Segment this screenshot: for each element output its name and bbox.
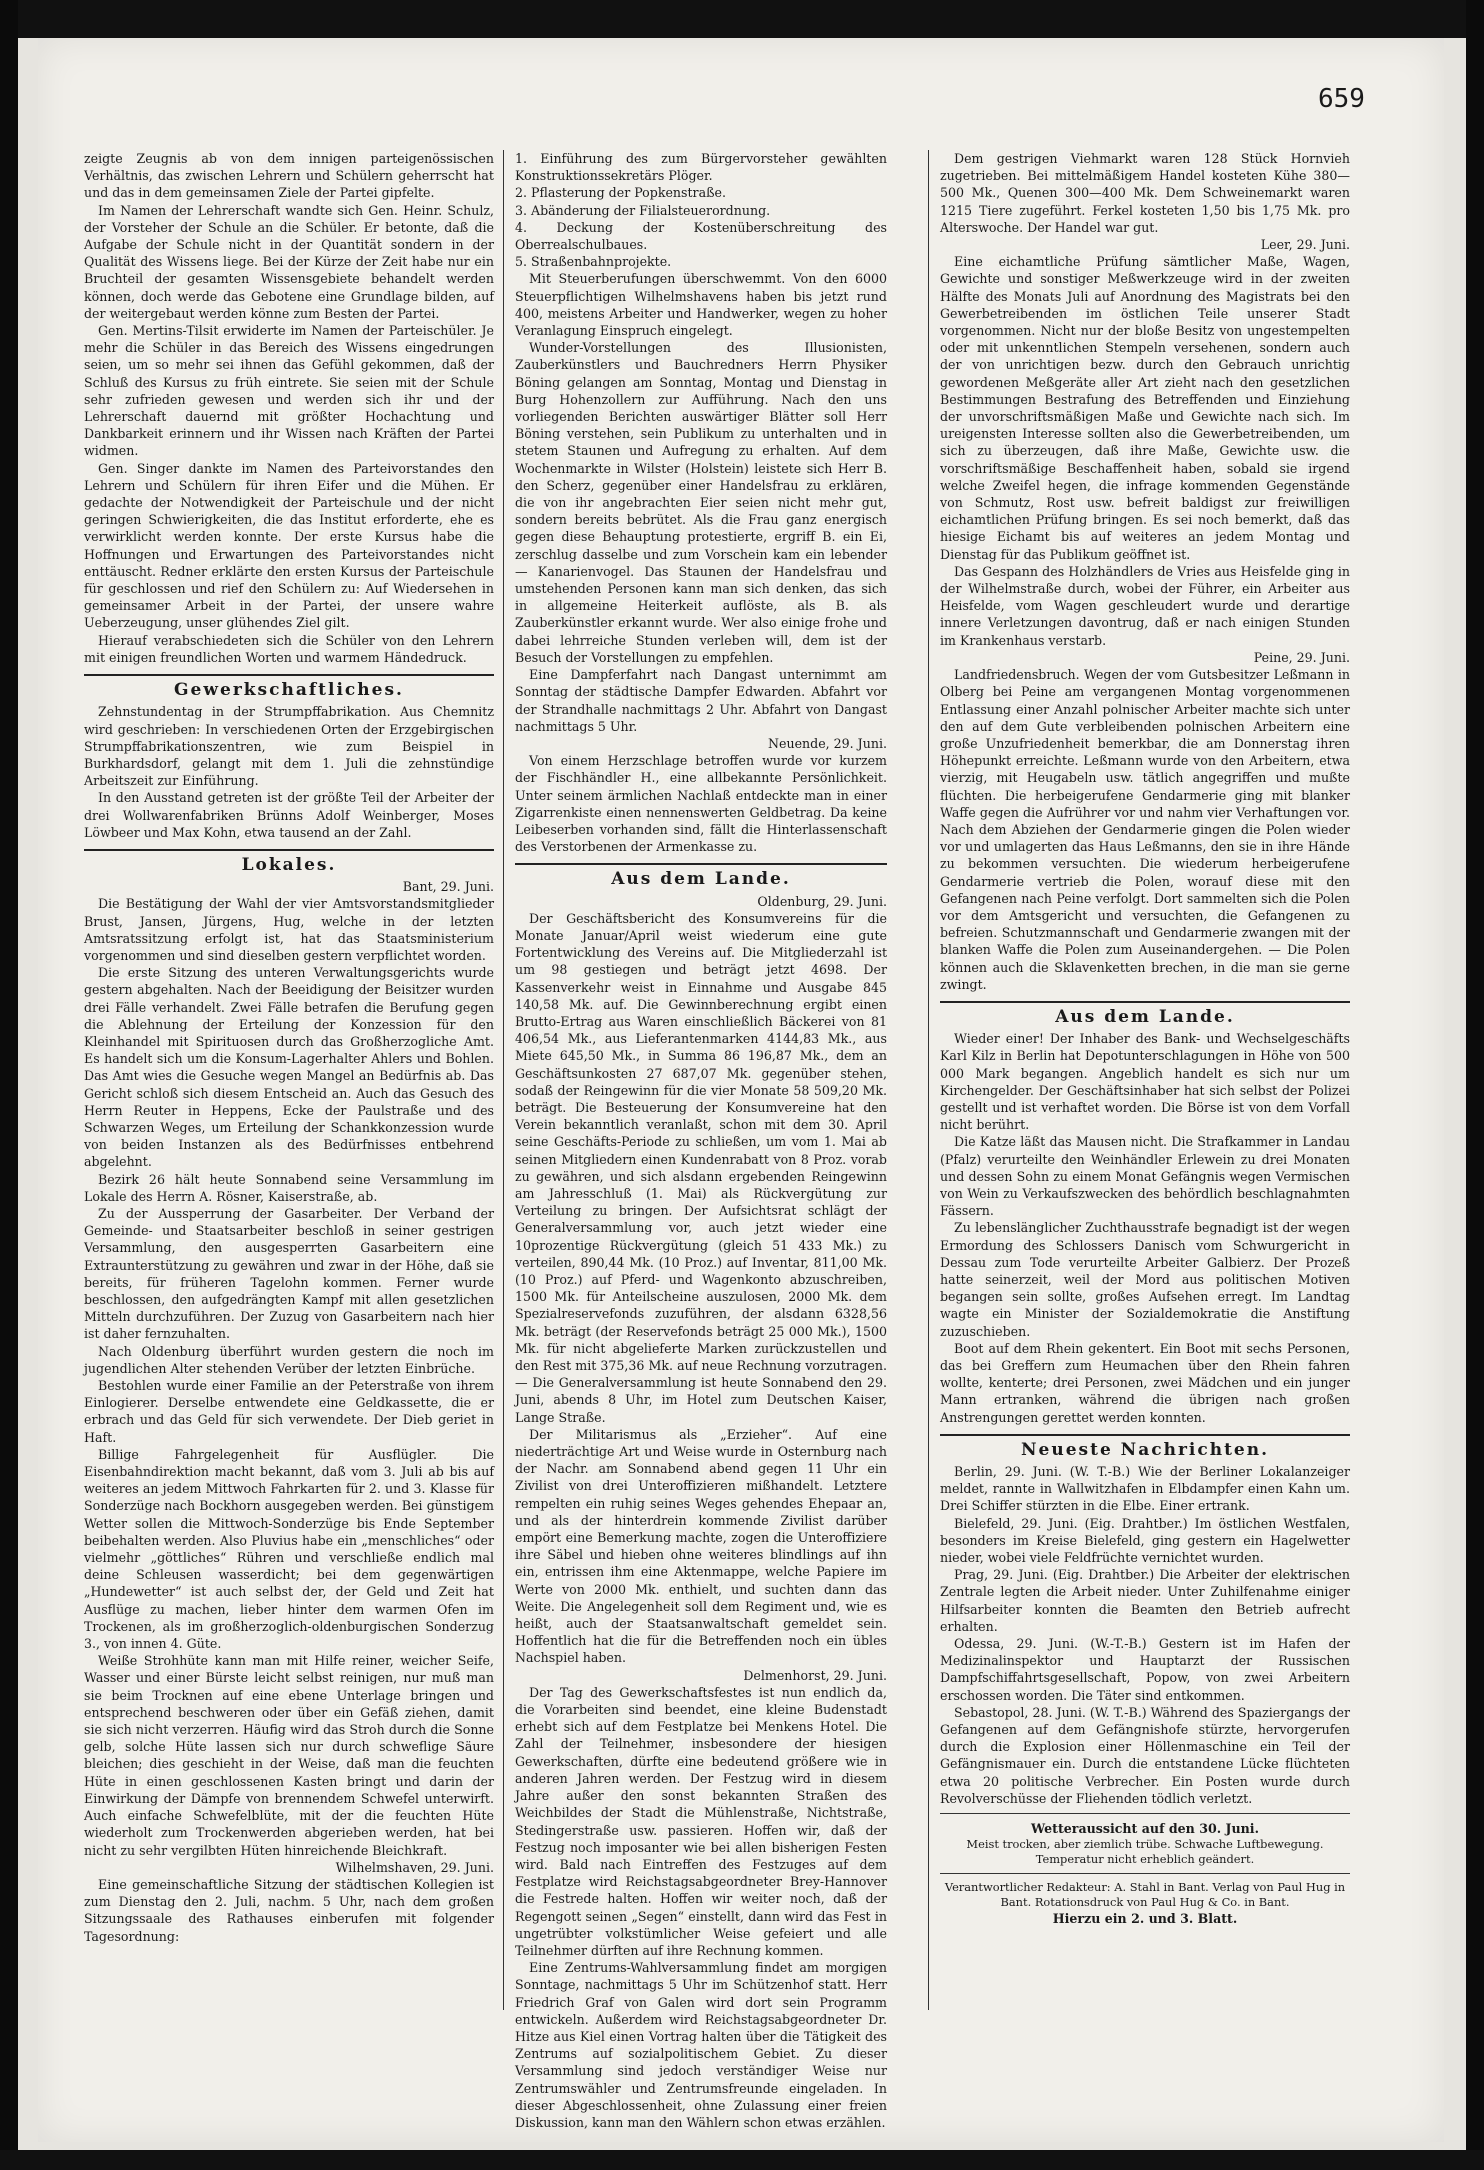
paragraph: Wieder einer! Der Inhaber des Bank- und Wechselgeschäfts Karl Kilz in Berlin hat Depotunterschlagungen in Höhe von 500 000 Mark begangen. Angeblich handelt es sich nur um Kirchengelder. Der Geschäftsinhaber hat sich selbst der Polizei gestellt und ist verhaftet worden. Die Börse ist von dem Vorfall nicht berührt. — [940, 1031, 1350, 1133]
paragraph: Die Katze läßt das Mausen nicht. Die Strafkammer in Landau (Pfalz) verurteilte den Weinhändler Erlewein zu drei Monaten und dessen Sohn zu einem Monat Gefängnis wegen Vermischen von Wein zu Verkaufszwecken des behördlich beschlagnahmten Fässern. — [940, 1134, 1350, 1219]
column-divider-1 — [503, 150, 504, 2010]
paragraph: In den Ausstand getreten ist der größte Teil der Arbeiter der drei Wollwarenfabriken Brünns Adolf Weinberger, Moses Löwbeer und Max Kohn, etwa tausend an der Zahl. — [84, 790, 494, 840]
column-1 — [84, 150, 494, 1945]
paragraph: Hierauf verabschiedeten sich die Schüler von den Lehrern mit einigen freundlichen Worten und warmem Händedruck. — [84, 632, 494, 665]
agenda-item: 5. Straßenbahnprojekte. — [515, 254, 672, 270]
supplement-note: Hierzu ein 2. und 3. Blatt. — [1052, 1911, 1238, 1927]
dateline: Peine, 29. Juni. — [1253, 649, 1350, 665]
paragraph: Eine eichamtliche Prüfung sämtlicher Maße, Wagen, Gewichte und sonstiger Meßwerkzeuge wird in der zweiten Hälfte des Monats Juli auf Anordnung des Magistrats bei den Gewerbetreibenden im östlichen Teile unserer Stadt vorgenommen. Nicht nur der bloße Besitz von ungestempelten oder mit unkenntlichen Stempeln versehenen, sondern auch der von unrichtigen bezw. durch den Gebrauch unrichtig gewordenen Meßgeräte aller Art zieht nach den gesetzlichen Bestimmungen Bestrafung des Betreffenden und Einziehung der unvorschriftsmäßigen Maße und Gewichte nach sich. Im ureigensten Interesse sollten also die Gewerbetreibenden, um sich zu überzeugen, daß ihre Maße, Gewichte usw. die vorschriftsmäßige Beschaffenheit haben, sobald sie irgend welche Zweifel hegen, die infrage kommenden Gegenstände von Schmutz, Rost usw. befreit baldigst zur freiwilligen eichamtlichen Prüfung bringen. Es sei noch bemerkt, daß das hiesige Eichamt bis auf weiteres an jedem Montag und Dienstag für das Publikum geöffnet ist. — [940, 254, 1350, 562]
imprint: Verantwortlicher Redakteur: A. Stahl in Bant. Verlag von Paul Hug in Bant. Rotationsdruck von Paul Hug & Co. in Bant. — [944, 1880, 1346, 1910]
section-heading: Aus dem Lande. — [515, 863, 887, 888]
paragraph: Von einem Herzschlage betroffen wurde vor kurzem der Fischhändler H., eine allbekannte Persönlichkeit. Unter seinem ärmlichen Nachlaß entdeckte man in einer Zigarrenkiste einen nennenswerten Geldbetrag. Da keine Leibeserben vorhanden sind, fällt die Hinterlassenschaft des Verstorbenen der Armenkasse zu. — [515, 753, 887, 855]
paragraph: Der Militarismus als „Erzieher“. Auf eine niederträchtige Art und Weise wurde in Osternburg nach der Nachr. am Sonnabend abend gegen 11 Uhr ein Zivilist von drei Unteroffizieren mißhandelt. Letztere rempelten ein ruhig seines Weges gehendes Ehepaar an, und als der hinterdrein kommende Zivilist darüber empört eine Bemerkung machte, zogen die Unteroffiziere ihre Säbel und hieben ohne weiteres blindlings auf ihn ein, entrissen ihm eine Aktenmappe, welche Papiere im Werte von 2000 Mk. enthielt, und suchten dann das Weite. Die Angelegenheit soll dem Regiment und, wie es heißt, auch der Staatsanwaltschaft gemeldet sein. Hoffentlich hat die für die Betreffenden noch ein übles Nachspiel haben. — [515, 1426, 887, 1666]
paragraph: Billige Fahrgelegenheit für Ausflügler. Die Eisenbahndirektion macht bekannt, daß vom 3. Juli ab bis auf weiteres an jedem Mittwoch Fahrkarten für 2. und 3. Klasse für Sonderzüge nach Bockhorn ausgegeben werden. Bei günstigem Wetter sollen die Mittwoch-Sonderzüge bis Ende September beibehalten werden. Also Pluvius habe ein „menschliches“ oder vielmehr „göttliches“ Rühren und verschließe endlich mal deine Schleusen wasserdicht; bei dem gegenwärtigen „Hundewetter“ ist auch selbst der, der Geld und Zeit hat Ausflüge zu machen, lieber hinter dem warmen Ofen im Trockenen, als im großherzoglich-oldenburgischen Sonderzug 3., von innen 4. Güte. — [84, 1446, 494, 1652]
paragraph: Odessa, 29. Juni. (W.-T.-B.) Gestern ist im Hafen der Medizinalinspektor und Hauptarzt der Russischen Dampfschiffahrtsgesellschaft, Popow, von zwei Arbeitern erschossen worden. Die Täter sind entkommen. — [940, 1636, 1350, 1703]
paragraph: Nach Oldenburg überführt wurden gestern die noch im jugendlichen Alter stehenden Verüber der letzten Einbrüche. — [84, 1343, 494, 1376]
dateline: Neuende, 29. Juni. — [767, 735, 887, 751]
dateline: Oldenburg, 29. Juni. — [757, 893, 887, 909]
paragraph: Das Gespann des Holzhändlers de Vries aus Heisfelde ging in der Wilhelmstraße durch, wobei der Führer, ein Arbeiter aus Heisfelde, vom Wagen geschleudert wurde und derartige innere Verletzungen davontrug, daß er nach einigen Stunden im Krankenhaus verstarb. — [940, 563, 1350, 648]
page-number: 659 — [1318, 84, 1365, 114]
paragraph: Wunder-Vorstellungen des Illusionisten, Zauberkünstlers und Bauchredners Herrn Physiker Böning gelangen am Sonntag, Montag und Dienstag in Burg Hohenzollern zur Aufführung. Nach den uns vorliegenden Berichten auswärtiger Blätter soll Herr Böning verstehen, sein Publikum zu unterhalten und in stetem Staunen und Aufregung zu erhalten. Auf dem Wochenmarkte in Wilster (Holstein) leistete sich Herr B. den Scherz, gegenüber einer Handelsfrau zu erklären, die von ihr angebrachten Eier seien nicht mehr gut, sondern bereits bebrütet. Als die Frau ganz energisch gegen diese Behauptung protestierte, ergriff B. ein Ei, zerschlug dasselbe und zum Vorschein kam ein lebender — Kanarienvogel. Das Staunen der Handelsfrau und umstehenden Personen kann man sich denken, das sich in allgemeine Heiterkeit auflöste, als B. als Zauberkünstler erkannt wurde. Wer also einige frohe und dabei lehrreiche Stunden verleben will, dem ist der Besuch der Vorstellungen zu empfehlen. — [515, 340, 887, 665]
section-heading: Lokales. — [84, 849, 494, 874]
divider — [940, 1873, 1350, 1874]
weather-heading: Wetteraussicht auf den 30. Juni. — [1031, 1821, 1259, 1837]
paragraph: Prag, 29. Juni. (Eig. Drahtber.) Die Arbeiter der elektrischen Zentrale legten die Arbeit nieder. Unter Zuhilfenahme einiger Hilfsarbeiter konnten die Beamten den Betrieb aufrecht erhalten. — [940, 1567, 1350, 1634]
paragraph: Boot auf dem Rhein gekentert. Ein Boot mit sechs Personen, das bei Greffern zum Heumachen über den Rhein fahren wollte, kenterte; drei Personen, zwei Mädchen und ein junger Mann ertranken, während die übrigen nach großen Anstrengungen gerettet werden konnten. — [940, 1340, 1350, 1425]
paragraph: Die Bestätigung der Wahl der vier Amtsvorstandsmitglieder Brust, Jansen, Jürgens, Hug, welche in der letzten Amtsratssitzung erfolgt ist, hat das Staatsministerium vorgenommen und sind dieselben gestern verpflichtet worden. — [84, 896, 494, 963]
paragraph: Eine Dampferfahrt nach Dangast unternimmt am Sonntag der städtische Dampfer Edwarden. Abfahrt vor der Strandhalle nachmittags 2 Uhr. Abfahrt von Dangast nachmittags 5 Uhr. — [515, 667, 887, 734]
dateline: Leer, 29. Juni. — [1260, 237, 1350, 253]
scan-border-left — [0, 0, 18, 2170]
scan-border-top — [0, 0, 1484, 38]
scan-border-right — [1466, 0, 1484, 2170]
paragraph: Im Namen der Lehrerschaft wandte sich Gen. Heinr. Schulz, der Vorsteher der Schule an die Schüler. Er betonte, daß die Aufgabe der Schule nicht in der Quantität sondern in der Qualität des Wissens liege. Bei der Kürze der Zeit habe nur ein Bruchteil der gesamten Wissensgebiete behandelt werden können, doch werde das Gebotene eine Grundlage bilden, auf der weitergebaut werden könne zum Besten der Partei. — [84, 202, 494, 321]
agenda-item: 1. Einführung des zum Bürgervorsteher gewählten Konstruktionssekretärs Plöger. — [515, 151, 887, 184]
paragraph: Der Geschäftsbericht des Konsumvereins für die Monate Januar/April weist wiederum eine gute Fortentwicklung des Vereins auf. Die Mitgliederzahl ist um 98 gestiegen und beträgt jetzt 4698. Der Kassenverkehr weist in Einnahme und Ausgabe 845 140,58 Mk. auf. Die Gewinnberechnung ergibt einen Brutto-Ertrag aus Waren einschließlich Bäckerei von 81 406,54 Mk., aus Lieferantenmarken 4144,83 Mk., aus Miete 645,50 Mk., in Summa 86 196,87 Mk., dem an Geschäftsunkosten 27 687,07 Mk. gegenüber stehen, sodaß der Reingewinn für die vier Monate 58 509,20 Mk. beträgt. Die Besteuerung der Konsumvereine hat den Verein bekanntlich veranlaßt, schon mit dem 30. April seine Geschäfts-Periode zu schließen, um vom 1. Mai ab seinen Mitgliedern einen Kundenrabatt von 8 Proz. vorab zu gewähren, und sich alsdann ergebenden Reingewinn am Jahresschluß (1. Mai) als Rückvergütung zur Verteilung zu bringen. Der Aufsichtsrat schlägt der Generalversammlung vor, auch jetzt wieder eine 10prozentige Rückvergütung (gleich 51 433 Mk.) zu verteilen, 890,44 Mk. (10 Proz.) auf Inventar, 811,00 Mk. (10 Proz.) auf Pferd- und Wagenkonto abzuschreiben, 1500 Mk. für Anteilscheine auszulosen, 2000 Mk. dem Spezialreservefonds zuzuführen, der alsdann 6328,56 Mk. beträgt (der Reservefonds beträgt 25 000 Mk.), 1500 Mk. für nicht abgelieferte Marken zurückzustellen und den Rest mit 375,36 Mk. auf neue Rechnung vorzutragen. — Die Generalversammlung ist heute Sonnabend den 29. Juni, abends 8 Uhr, im Hotel zum Deutschen Kaiser, Lange Straße. — [515, 910, 887, 1425]
dateline: Bant, 29. Juni. — [402, 879, 494, 895]
section-heading: Gewerkschaftliches. — [84, 674, 494, 699]
column-2 — [515, 150, 887, 2131]
paragraph: Die erste Sitzung des unteren Verwaltungsgerichts wurde gestern abgehalten. Nach der Beeidigung der Beisitzer wurden drei Fälle verhandelt. Zwei Fälle betrafen die Berufung gegen die Ablehnung der Erteilung der Konzession für den Kleinhandel mit Spirituosen durch das Großherzogliche Amt. Es handelt sich um die Konsum-Lagerhalter Ahlers und Bohlen. Das Amt wies die Gesuche wegen Mangel an Bedürfnis ab. Das Gericht schloß sich diesem Entscheid an. Auch das Gesuch des Herrn Reuter in Heppens, Ecke der Paulstraße und des Schwarzen Weges, um Erteilung der Schankkonzession wurde von beiden Instanzen als des Bedürfnisses entbehrend abgelehnt. — [84, 965, 494, 1170]
paragraph: Gen. Mertins-Tilsit erwiderte im Namen der Parteischüler. Je mehr die Schüler in das Bereich des Wissens eingedrungen seien, um so mehr sei ihnen das Gefühl gekommen, daß der Schluß des Kursus zu früh eintrete. Sie seien mit der Schule sehr zufrieden gewesen und werden sich ihr und der Lehrerschaft dauernd mit größter Hochachtung und Dankbarkeit erinnern und ihr Wissen nach Kräften der Partei widmen. — [84, 323, 494, 459]
weather-forecast: Meist trocken, aber ziemlich trübe. Schwache Luftbewegung. Temperatur nicht erheblich geändert. — [966, 1837, 1324, 1867]
agenda-item: 3. Abänderung der Filialsteuerordnung. — [515, 202, 771, 218]
paragraph: Zu lebenslänglicher Zuchthausstrafe begnadigt ist der wegen Ermordung des Schlossers Danisch vom Schwurgericht in Dessau zum Tode verurteilte Arbeiter Galbierz. Der Prozeß hatte seinerzeit, weil der Mord aus politischen Motiven begangen sein sollte, großes Aufsehen erregt. Im Landtag wagte ein Minister der Sozialdemokratie die Anstiftung zuzuschieben. — [940, 1220, 1350, 1339]
paragraph: Berlin, 29. Juni. (W. T.-B.) Wie der Berliner Lokalanzeiger meldet, rannte in Wallwitzhafen in Elbdampfer einen Kahn um. Drei Schiffer stürzten in die Elbe. Einer ertrank. — [940, 1464, 1350, 1514]
paragraph: zeigte Zeugnis ab von dem innigen parteigenössischen Verhältnis, das zwischen Lehrern und Schülern geherrscht hat und das in dem gemeinsamen Ziele der Partei gipfelte. — [84, 151, 494, 201]
column-divider-2 — [928, 150, 929, 2010]
column-3 — [940, 150, 1350, 1928]
agenda-item: 4. Deckung der Kostenüberschreitung des Oberrealschulbaues. — [515, 219, 887, 253]
paragraph: Bestohlen wurde einer Familie an der Peterstraße von ihrem Einlogierer. Derselbe entwendete eine Geldkassette, die er erbrach und das Geld für sich verwendete. Der Dieb geriet in Haft. — [84, 1378, 494, 1445]
dateline: Wilhelmshaven, 29. Juni. — [335, 1859, 494, 1875]
dateline: Delmenhorst, 29. Juni. — [743, 1667, 887, 1683]
paragraph: Der Tag des Gewerkschaftsfestes ist nun endlich da, die Vorarbeiten sind beendet, eine kleine Budenstadt erhebt sich auf dem Festplatze bei Menkens Hotel. Die Zahl der Teilnehmer, insbesondere der hiesigen Gewerkschaften, dürfte eine bedeutend größere wie in anderen Jahren werden. Der Festzug wird in diesem Jahre außer den sonst bekannten Straßen des Weichbildes der Stadt die Mühlenstraße, Nichtstraße, Stedingerstraße usw. passieren. Hoffen wir, daß der Festzug noch imposanter wie bei allen bisherigen Festen wird. Bald nach Eintreffen des Festzuges auf dem Festplatze wird Reichstagsabgeordneter Brey-Hannover die Festrede halten. Hoffen wir weiter noch, daß der Regengott seinen „Segen“ einstellt, dann wird das Fest in ungetrübter volkstümlicher Weise gefeiert und alle Teilnehmer dürften auf ihre Rechnung kommen. — [515, 1684, 887, 1958]
paragraph: Bezirk 26 hält heute Sonnabend seine Versammlung im Lokale des Herrn A. Rösner, Kaiserstraße, ab. — [84, 1171, 494, 1204]
paragraph: Eine Zentrums-Wahlversammlung findet am morgigen Sonntage, nachmittags 5 Uhr im Schützenhof statt. Herr Friedrich Graf von Galen wird dort sein Programm entwickeln. Außerdem wird Reichstagsabgeordneter Dr. Hitze aus Kiel einen Vortrag halten über die Tätigkeit des Zentrums auf sozialpolitischem Gebiet. Zu dieser Versammlung sind jedoch verständiger Weise nur Zentrumswähler und Zentrumsfreunde eingeladen. In dieser Abgeschlossenheit, ohne Zulassung einer freien Diskussion, kann man den Wählern schon etwas erzählen. — [515, 1960, 887, 2130]
divider — [940, 1813, 1350, 1814]
section-heading: Aus dem Lande. — [940, 1001, 1350, 1026]
paragraph: Eine gemeinschaftliche Sitzung der städtischen Kollegien ist zum Dienstag den 2. Juli, nachm. 5 Uhr, nach dem großen Sitzungssaale des Rathauses einberufen mit folgender Tagesordnung: — [84, 1876, 494, 1944]
section-heading: Neueste Nachrichten. — [940, 1434, 1350, 1459]
paragraph: Dem gestrigen Viehmarkt waren 128 Stück Hornvieh zugetrieben. Bei mittelmäßigem Handel kosteten Kühe 380—500 Mk., Quenen 300—400 Mk. Dem Schweinemarkt waren 1215 Tiere zugeführt. Ferkel kosteten 1,50 bis 1,75 Mk. pro Alterswoche. Der Handel war gut. — [940, 151, 1350, 235]
paragraph: Mit Steuerberufungen überschwemmt. Von den 6000 Steuerpflichtigen Wilhelmshavens haben bis jetzt rund 400, meistens Arbeiter und Handwerker, wegen zu hoher Veranlagung Einspruch eingelegt. — [515, 271, 887, 339]
paragraph: Bielefeld, 29. Juni. (Eig. Drahtber.) Im östlichen Westfalen, besonders im Kreise Bielefeld, ging gestern ein Hagelwetter nieder, wobei viele Feldfrüchte vernichtet wurden. — [940, 1515, 1350, 1566]
paragraph: Landfriedensbruch. Wegen der vom Gutsbesitzer Leßmann in Olberg bei Peine am vergangenen Montag vorgenommenen Entlassung einer Anzahl polnischer Arbeiter machte sich unter den auf dem Gute verbleibenden polnischen Arbeitern eine große Unzufriedenheit bemerkbar, die am Donnerstag ihren Höhepunkt erreichte. Leßmann wurde von den Arbeitern, etwa vierzig, mit Heugabeln usw. tätlich angegriffen und mußte flüchten. Die herbeigerufene Gendarmerie ging mit blanker Waffe gegen die Aufrührer vor und nahm vier Verhaftungen vor. Nach dem Abziehen der Gendarmerie gingen die Polen wieder vor und umlagerten das Haus Leßmanns, den sie in ihre Hände zu bekommen versuchten. Die wiederum herbeigerufene Gendarmerie vertrieb die Polen, worauf diese mit den Gefangenen nach Peine verfolgt. Dort sammelten sich die Polen vor dem Amtsgericht und versuchten, die Gefangenen zu befreien. Schutzmannschaft und Gendarmerie zwangen mit der blanken Waffe die Polen zum Auseinandergehen. — Die Polen können auch die Sklavenketten brechen, in die man sie gerne zwingt. — [940, 667, 1350, 992]
paragraph: Zu der Aussperrung der Gasarbeiter. Der Verband der Gemeinde- und Staatsarbeiter beschloß in seiner gestrigen Versammlung, den ausgesperrten Gasarbeitern eine Extraunterstützung zu gewähren und zwar in der Höhe, daß sie bereits, für früheren Tagelohn kommen. Ferner wurde beschlossen, den aufgedrängten Kampf mit allen gesetzlichen Mitteln durchzuführen. Der Zuzug von Gasarbeitern nach hier ist daher fernzuhalten. — [84, 1205, 494, 1342]
paragraph: Weiße Strohhüte kann man mit Hilfe reiner, weicher Seife, Wasser und einer Bürste leicht selbst reinigen, nur muß man sie beim Trocknen auf eine ebene Unterlage bringen und entsprechend beschweren oder über ein Gefäß ziehen, damit sie sich nicht verzerren. Häufig wird das Stroh durch die Sonne gelb, solche Hüte lassen sich nur durch schweflige Säure bleichen; dies geschieht in der Weise, daß man die feuchten Hüte in einen geschlossenen Kasten bringt und darin der Einwirkung der Dämpfe von brennendem Schwefel unterwirft. Auch einfache Schwefelblüte, mit der die feuchten Hüte wiederholt zum Trockenwerden abgerieben werden, hat bei nicht zu sehr vergilbten Hüten hinreichende Bleichkraft. — [84, 1653, 494, 1858]
scan-border-bottom — [0, 2150, 1484, 2170]
paragraph: Zehnstundentag in der Strumpffabrikation. Aus Chemnitz wird geschrieben: In verschiedenen Orten der Erzgebirgischen Strumpffabrikationszentren, wie zum Beispiel in Burkhardsdorf, gelangt mit dem 1. Juli die zehnstündige Arbeitszeit zur Einführung. — [84, 704, 494, 789]
paragraph: Sebastopol, 28. Juni. (W. T.-B.) Während des Spaziergangs der Gefangenen auf dem Gefängnishofe stürzte, hervorgerufen durch die Explosion einer Höllenmaschine ein Teil der Gefängnismauer ein. Durch die entstandene Lücke flüchteten etwa 20 politische Verbrecher. Ein Posten wurde durch Revolverschüsse der Fliehenden tödlich verletzt. — [940, 1704, 1350, 1806]
agenda-item: 2. Pflasterung der Popkenstraße. — [515, 185, 726, 201]
paragraph: Gen. Singer dankte im Namen des Parteivorstandes den Lehrern und Schülern für ihren Eifer und die Mühen. Er gedachte der Notwendigkeit der Parteischule und der nicht geringen Schwierigkeiten, die das Institut erforderte, ehe es verwirklicht werden konnte. Der erste Kursus habe die Hoffnungen und Erwartungen des Parteivorstandes nicht enttäuscht. Redner erklärte den ersten Kursus der Parteischule für geschlossen und rief den Schülern zu: Auf Wiedersehen in gemeinsamer Arbeit in der Partei, der unsere wahre Ueberzeugung, unser glühendes Ziel gilt. — [84, 460, 494, 631]
